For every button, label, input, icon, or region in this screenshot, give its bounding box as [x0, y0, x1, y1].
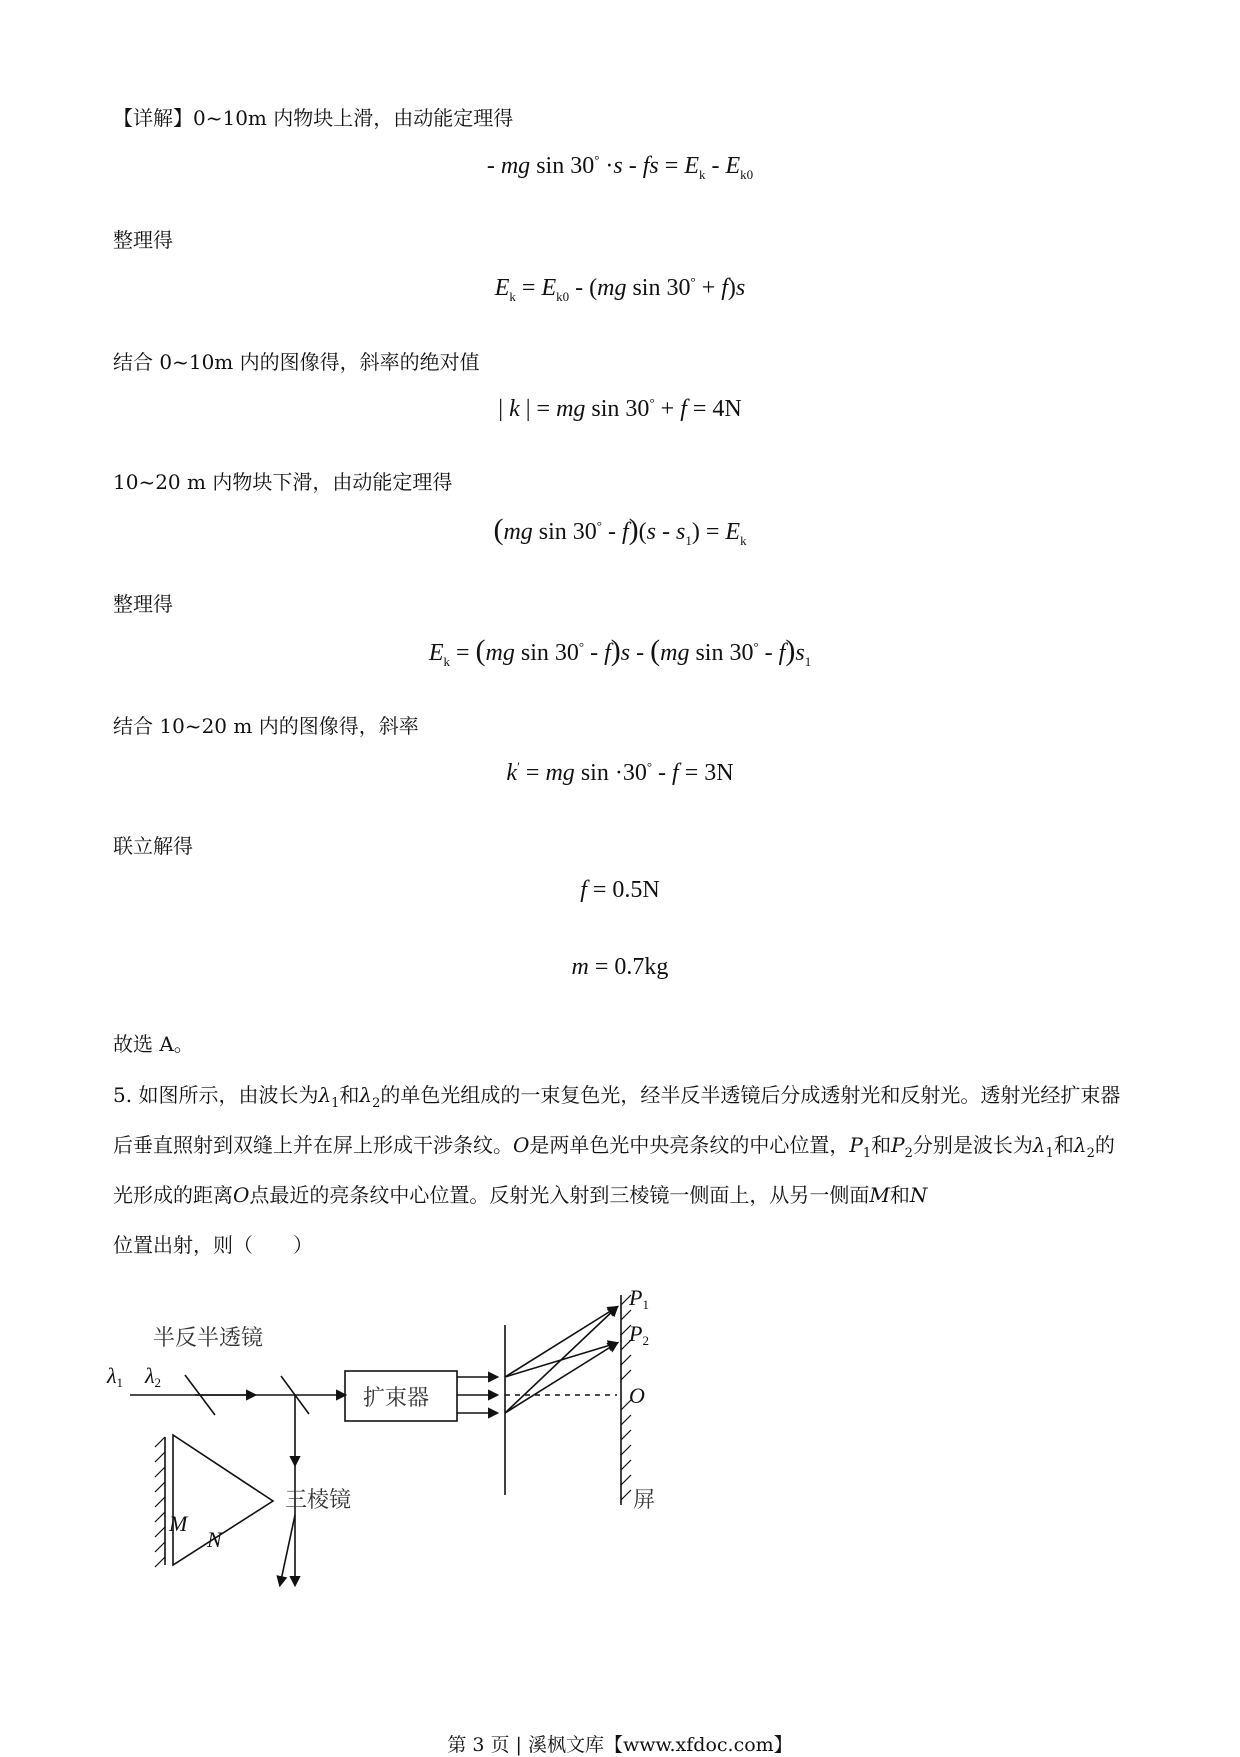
equation-2: $E_k = E_{k0} - (mg$ sin 30° + f)s [494, 274, 746, 304]
label-prism: 三棱镜 [285, 1487, 352, 1512]
label-p1: P1 [629, 1285, 649, 1312]
label-screen: 屏 [633, 1487, 656, 1512]
label-half-mirror: 半反半透镜 [153, 1325, 264, 1350]
text-slide-down: 10~20 m 内物块下滑，由动能定理得 [113, 470, 453, 494]
equation-8: m = 0.7kg [571, 954, 669, 980]
label-lambda2: λ2 [145, 1363, 162, 1390]
label-p2: P2 [629, 1321, 649, 1348]
equation-6: k′ = mg sin ·30° - f = 3N [506, 759, 734, 786]
label-expander: 扩束器 [363, 1385, 430, 1410]
label-m: M [169, 1511, 188, 1536]
equation-3: | k | = mg sin 30° + f = 4N [498, 395, 742, 422]
text-zhengli-2: 整理得 [113, 592, 173, 616]
label-o: O [629, 1383, 645, 1408]
optics-diagram [105, 1265, 665, 1595]
text-zhengli-1: 整理得 [113, 228, 173, 252]
label-n: N [207, 1527, 222, 1552]
equation-1: - mg sin 30° ·s - fs = $E_k - E_{k0}$ [486, 152, 754, 182]
prism [173, 1435, 273, 1565]
text-combine-2: 结合 10~20 m 内的图像得，斜率 [113, 714, 419, 738]
label-lambda1: λ1 [107, 1363, 124, 1390]
exit-ray-m [280, 1515, 295, 1585]
optics-figure [105, 1265, 665, 1599]
question-5: 5. 如图所示，由波长为$\lambda_1$和$\lambda_2$的单色光组成的一束复色光，经半反半透镜后分成透射光和反射光。透射光经扩束器后垂直照射到双缝上并在屏上形成干涉条纹。O是两单色光中央亮条纹的中心位置，$P_1$和$P_2$分别是波长为$\lambda_1$和$\lambda_2$的光形成的距离O点最近的亮条纹中心位置。反射光入射到三棱镜一侧面上，从另一侧面M和N位置出射，则（ ） [113, 1083, 1121, 1257]
text-combine-1: 结合 0~10m 内的图像得，斜率的绝对值 [113, 350, 480, 374]
equation-7: f = 0.5N [580, 877, 660, 903]
detail-heading: 【详解】0~10m 内物块上滑，由动能定理得 [113, 106, 514, 130]
equation-4: (mg $\sin 30^\circ - f)(s - s_1) = E_k$ [493, 513, 747, 548]
text-lianli: 联立解得 [113, 834, 193, 858]
page-footer: 第 3 页 | 溪枫文库【www.xfdoc.com】 [447, 1734, 793, 1756]
equation-5: $E_k = (mg$ sin 30° - f)s - (mg $\sin 30^\circ - f)s_1$ [428, 634, 812, 669]
answer-text: 故选 A。 [113, 1032, 194, 1056]
